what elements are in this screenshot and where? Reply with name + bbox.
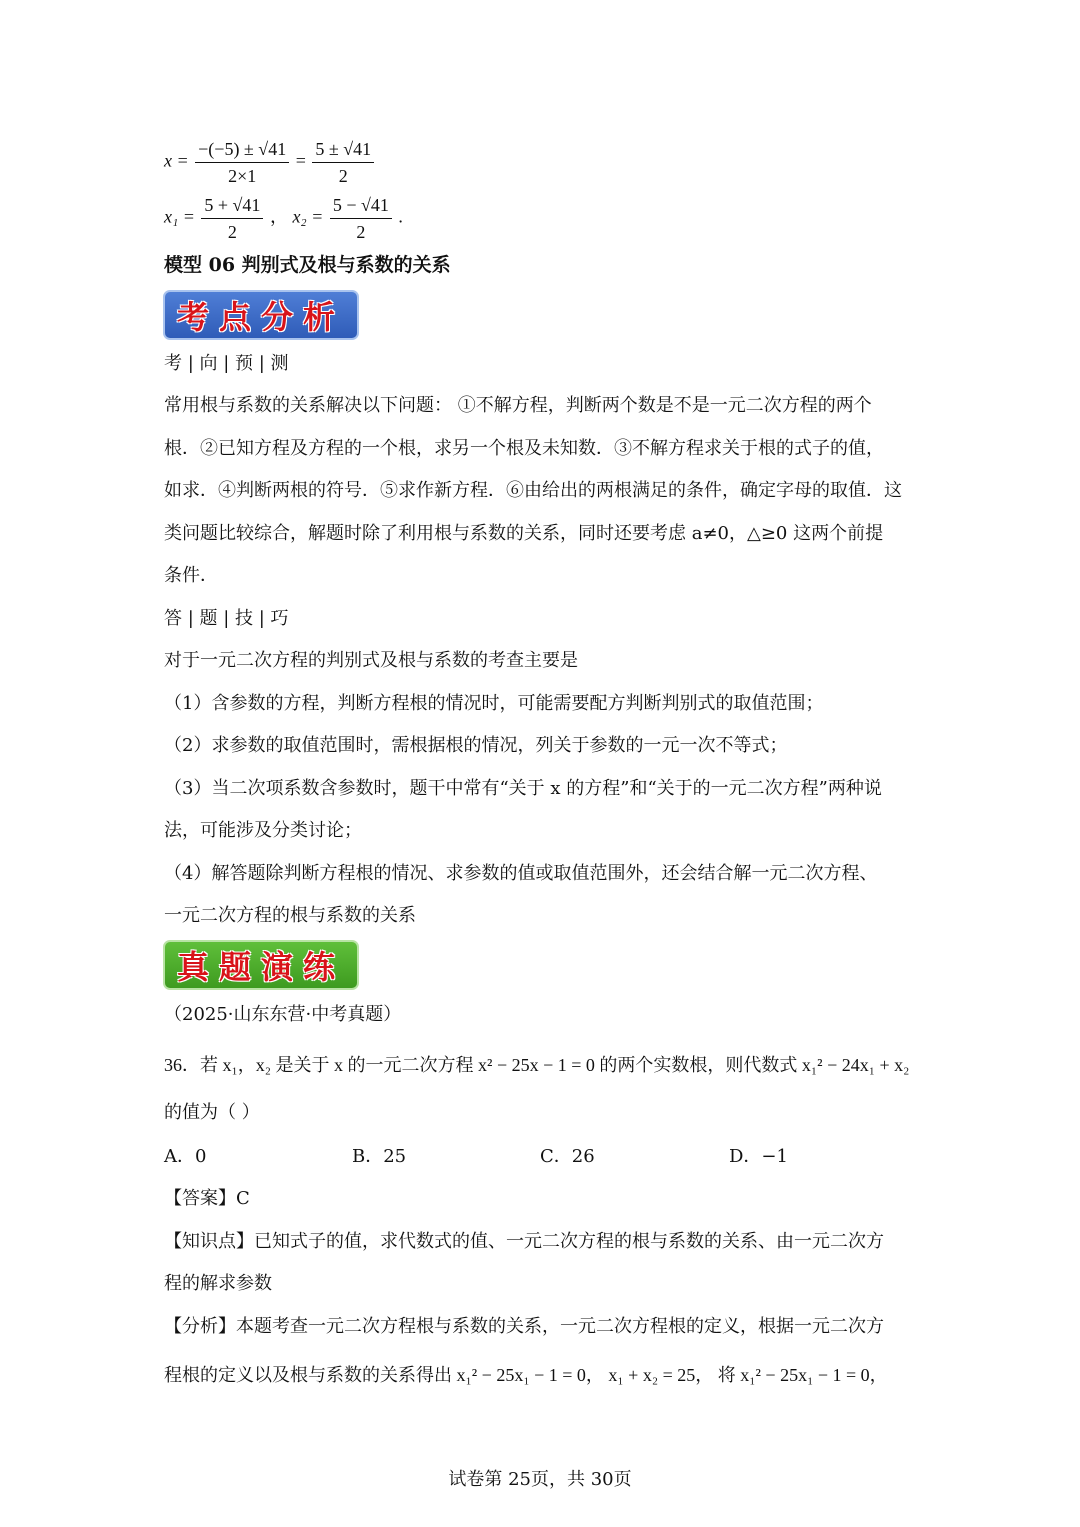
analysis-line: 程根的定义以及根与系数的关系得出 x₁² − 25x₁ − 1 = 0， x₁ + x₂ = 25， 将 x₁² − 25x₁ − 1 = 0，	[164, 1365, 888, 1385]
badge-exam-analysis	[163, 290, 359, 340]
x2-numerator: 5 − √41	[330, 192, 392, 219]
equals-sign: =	[295, 150, 306, 171]
x-label: x =	[164, 150, 189, 171]
x2-fraction	[330, 192, 392, 245]
fraction-2-denominator: 2	[338, 166, 348, 186]
trend-paragraph-line: 如求．④判断两根的符号．⑤求作新方程．⑥由给出的两根满足的条件，确定字母的取值．这	[164, 480, 902, 501]
model-title: 模型 06 判别式及根与系数的关系	[164, 254, 451, 276]
tips-line: 法，可能涉及分类讨论；	[164, 820, 362, 841]
tips-line: （4）解答题除判断方程根的情况、求参数的值或取值范围外，还会结合解一元二次方程、	[164, 863, 878, 884]
fraction-1-denominator: 2×1	[228, 166, 257, 186]
x2-denominator: 2	[356, 222, 366, 242]
badge-real-exam-practice-label: 真题演练	[176, 948, 345, 986]
trend-paragraph-line: 常用根与系数的关系解决以下问题： ①不解方程，判断两个数是不是一元二次方程的两个	[164, 395, 872, 416]
trend-heading: 考 | 向 | 预 | 测	[164, 353, 289, 374]
question-source: （2025·山东东营·中考真题）	[164, 1004, 402, 1025]
option-b: B．25	[352, 1146, 407, 1167]
solution-line-1	[164, 136, 376, 189]
page-footer: 试卷第 25页，共 30页	[448, 1469, 632, 1490]
separator: ，	[269, 206, 288, 227]
question-line-2: 的值为（ ）	[164, 1102, 260, 1123]
period: .	[398, 206, 403, 227]
knowledge-line: 【知识点】已知式子的值，求代数式的值、一元二次方程的根与系数的关系、由一元二次方	[164, 1231, 884, 1252]
solution-line-2	[164, 192, 403, 245]
tips-heading: 答 | 题 | 技 | 巧	[164, 608, 289, 629]
tips-line: 对于一元二次方程的判别式及根与系数的考查主要是	[164, 650, 578, 671]
x1-numerator: 5 + √41	[201, 192, 263, 219]
x1-fraction	[201, 192, 263, 245]
fraction-1	[195, 136, 289, 189]
x1-denominator: 2	[227, 222, 237, 242]
tips-line: （1）含参数的方程，判断方程根的情况时，可能需要配方判断判别式的取值范围；	[164, 693, 824, 714]
trend-paragraph-line: 根．②已知方程及方程的一个根，求另一个根及未知数．③不解方程求关于根的式子的值，	[164, 438, 884, 459]
tips-line: （2）求参数的取值范围时，需根据根的情况，列关于参数的一元一次不等式；	[164, 735, 788, 756]
tips-line: （3）当二次项系数含参数时，题干中常有“关于 x 的方程”和“关于的一元二次方程”两种说	[164, 778, 882, 799]
badge-real-exam-practice	[163, 940, 359, 990]
question-line-1: 36．若 x₁，x₂ 是关于 x 的一元二次方程 x² − 25x − 1 = 0 的两个实数根，则代数式 x₁² − 24x₁ + x₂	[164, 1055, 910, 1075]
trend-paragraph-line: 条件．	[164, 565, 218, 586]
fraction-2-numerator: 5 ± √41	[312, 136, 374, 163]
analysis-line: 【分析】本题考查一元二次方程根与系数的关系，一元二次方程根的定义，根据一元二次方	[164, 1316, 884, 1337]
x2-label: x₂ =	[292, 206, 324, 227]
tips-line: 一元二次方程的根与系数的关系	[164, 905, 416, 926]
option-d: D．−1	[729, 1146, 788, 1167]
x1-label: x₁ =	[164, 206, 195, 227]
fraction-1-numerator: −(−5) ± √41	[195, 136, 289, 163]
option-c: C．26	[540, 1146, 595, 1167]
fraction-2	[312, 136, 374, 189]
knowledge-line: 程的解求参数	[164, 1273, 272, 1294]
option-a: A．0	[164, 1146, 207, 1167]
answer: 【答案】C	[164, 1188, 250, 1209]
trend-paragraph-line: 类问题比较综合，解题时除了利用根与系数的关系，同时还要考虑 a≠0，△≥0 这两个前提	[164, 523, 884, 544]
badge-exam-analysis-label: 考点分析	[176, 298, 345, 336]
